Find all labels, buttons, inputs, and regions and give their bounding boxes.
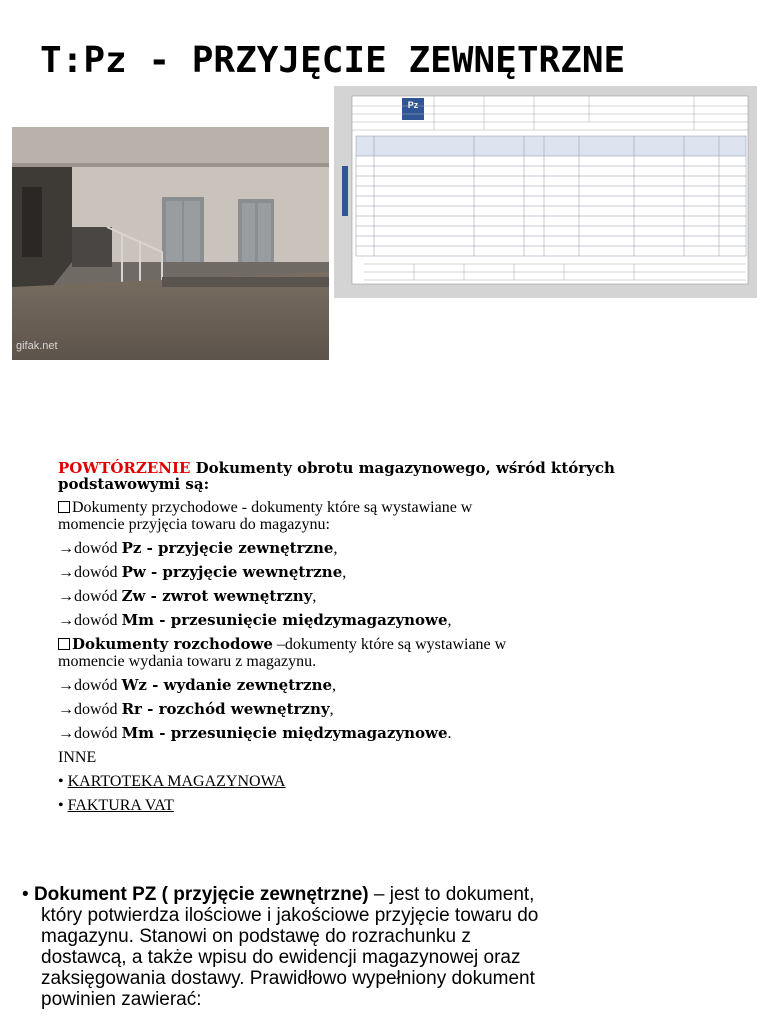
checkbox-bullet-icon <box>58 501 70 513</box>
doc-item-wz: →dowód Wz - wydanie zewnętrzne, <box>58 676 337 694</box>
incoming-docs-cont: momencie przyjęcia towaru do magazynu: <box>58 516 330 533</box>
link-faktura-vat[interactable]: • FAKTURA VAT <box>58 797 174 814</box>
doc-item-mm: →dowód Mm - przesunięcie międzymagazynowe, <box>58 611 452 629</box>
link-kartoteka[interactable]: • KARTOTEKA MAGAZYNOWA <box>58 773 286 790</box>
definition-line-1: • Dokument PZ ( przyjęcie zewnętrzne) – jest to dokument, <box>22 884 535 905</box>
pz-form-thumbnail <box>334 86 757 298</box>
doc-item-zw: →dowód Zw - zwrot wewnętrzny, <box>58 587 317 605</box>
repetition-label: POWTÓRZENIE <box>58 459 191 477</box>
definition-line: który potwierdza ilościowe i jakościowe przyjęcie towaru do <box>41 905 539 926</box>
pz-definition-section <box>22 884 752 1010</box>
warehouse-photo <box>12 127 329 360</box>
document-types-section <box>58 460 758 814</box>
photo-watermark: gifak.net <box>16 340 58 352</box>
section-heading-line2: podstawowymi są: <box>58 475 210 493</box>
doc-item-pz: →dowód Pz - przyjęcie zewnętrzne, <box>58 539 338 557</box>
definition-line: magazynu. Stanowi on podstawę do rozrachunku z <box>41 926 471 947</box>
doc-item-pw: →dowód Pw - przyjęcie wewnętrzne, <box>58 563 347 581</box>
checkbox-bullet-icon <box>58 638 70 650</box>
incoming-docs-item: Dokumenty przychodowe - dokumenty które są wystawiane w <box>58 499 758 516</box>
section-heading: POWTÓRZENIE Dokumenty obrotu magazynowego, wśród których <box>58 459 615 477</box>
doc-item-rr: →dowód Rr - rozchód wewnętrzny, <box>58 700 334 718</box>
page-title: T:Pz - PRZYJĘCIE ZEWNĘTRZNE <box>40 40 626 81</box>
definition-line: powinien zawierać: <box>41 989 202 1010</box>
outgoing-docs-cont: momencie wydania towaru z magazynu. <box>58 653 317 670</box>
doc-item-mm-out: →dowód Mm - przesunięcie międzymagazynowe. <box>58 724 452 742</box>
definition-line: zaksięgowania dostawy. Prawidłowo wypełniony dokument <box>41 968 535 989</box>
form-code: Pz <box>407 100 419 110</box>
other-label: INNE <box>58 749 97 766</box>
definition-line: dostawcą, a także wpisu do ewidencji magazynowej oraz <box>41 947 521 968</box>
outgoing-docs-item: Dokumenty rozchodowe –dokumenty które są wystawiane w <box>58 636 758 653</box>
